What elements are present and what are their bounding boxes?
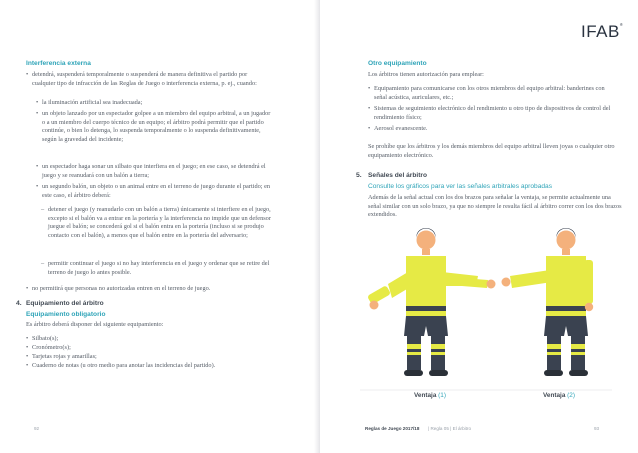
section4-title: Equipamiento del árbitro <box>26 300 104 307</box>
left-page <box>0 0 318 453</box>
mandatory-title: Equipamiento obligatorio <box>26 311 106 318</box>
other-equipment-title: Otro equipamiento <box>368 60 427 67</box>
ifab-logo: IFAB® <box>581 22 624 41</box>
mandatory-item-notebook: • Cuaderno de notas (u otro medio para anotar las incidencias del partido). <box>32 362 272 371</box>
other-equipment-intro: Los árbitros tienen autorización para emplear: <box>368 71 484 78</box>
mandatory-item-whistle: • Silbato(s); <box>32 335 272 344</box>
sub-bullet-whistle: • un espectador haga sonar un silbato que interfiera en el juego; en ese caso, se detendrá el juego y se reanudará con un balón a tierra; <box>42 163 274 180</box>
sub-bullet-lighting: • la iluminación artificial sea inadecuada; <box>42 99 274 108</box>
section5-subtitle: Consulte los gráficos para ver las señales arbitrales aprobadas <box>368 183 552 190</box>
dash-item-continue-play: – permitir continuar el juego si no hay interferencia en el juego y ordenar que se retire del terreno de juego lo antes posible. <box>48 260 274 277</box>
caption-advantage-1: Ventaja (1) <box>414 392 446 399</box>
footer-title: Reglas de Juego 2017/18 <box>365 426 420 431</box>
sub-bullet-object-thrown: • un objeto lanzado por un espectador golpee a un miembro del equipo arbitral, a un jugador o a un miembro del cuerpo técnico de un equipo; el árbitro podrá permitir que el partido continúe, o bien lo detenga, lo suspenda temporalmente o lo suspenda definitivamente, según la gravedad del incidente; <box>42 110 274 144</box>
interference-title: Interferencia externa <box>26 60 91 67</box>
section5-body: Además de la señal actual con los dos brazos para señalar la ventaja, se permite actualmente una señal similar con un solo brazo, ya que no siempre le resulta fácil al árbitro correr con los dos brazos extendidos. <box>368 194 622 218</box>
mandatory-item-cards: • Tarjetas rojas y amarillas; <box>32 353 272 362</box>
footer-rule: | Regla 05 | El árbitro <box>428 426 472 431</box>
right-page-number: 93 <box>594 426 600 431</box>
mandatory-intro: Es árbitro deberá disponer del siguiente equipamiento: <box>26 321 164 328</box>
other-item-spray: • Aerosol evanescente. <box>374 125 618 134</box>
other-item-tracking: • Sistemas de seguimiento electrónico del rendimiento u otro tipo de dispositivos de control del rendimiento físico; <box>374 105 618 122</box>
last-bullet: • no permitirá que personas no autorizadas entren en el terreno de juego. <box>32 285 272 294</box>
referee-two-arms-figure <box>367 228 496 376</box>
dash-item-stop-play: – detener el juego (y reanudarlo con un balón a tierra) únicamente si interfiere en el juego, excepto si el balón va a entrar en la portería y la interferencia no impide que un defensor juegue el balón; se concederá gol si el balón entra en la portería (incluso si se produjo contacto con el balón), a menos que el balón entre en la portería del adversario; <box>48 206 274 240</box>
caption-advantage-2: Ventaja (2) <box>543 392 575 399</box>
prohibition-text: Se prohíbe que los árbitros y los demás miembros del equipo arbitral lleven joyas o cualquier otro equipamiento electrónico. <box>368 143 615 159</box>
section5-number: 5. <box>356 172 362 179</box>
section5-title: Señales del árbitro <box>368 172 427 179</box>
other-item-communication: • Equipamiento para comunicarse con los otros miembros del equipo arbitral: banderines con señal acústica, auriculares, etc.; <box>374 85 618 102</box>
sub-bullet-second-ball: • un segundo balón, un objeto o un animal entre en el terreno de juego durante el partido; en este caso, el árbitro deberá: <box>42 183 274 200</box>
referee-illustrations <box>360 226 620 396</box>
section4-number: 4. <box>16 300 22 307</box>
mandatory-item-watch: • Cronómetro(s); <box>32 344 272 353</box>
intro-bullet: • detendrá, suspenderá temporalmente o suspenderá de manera definitiva el partido por cualquier tipo de infracción de las Reglas de Juego o interferencia externa, p. ej., cuando: <box>32 71 272 88</box>
referee-one-arm-figure <box>502 228 594 376</box>
left-page-number: 92 <box>34 426 40 431</box>
